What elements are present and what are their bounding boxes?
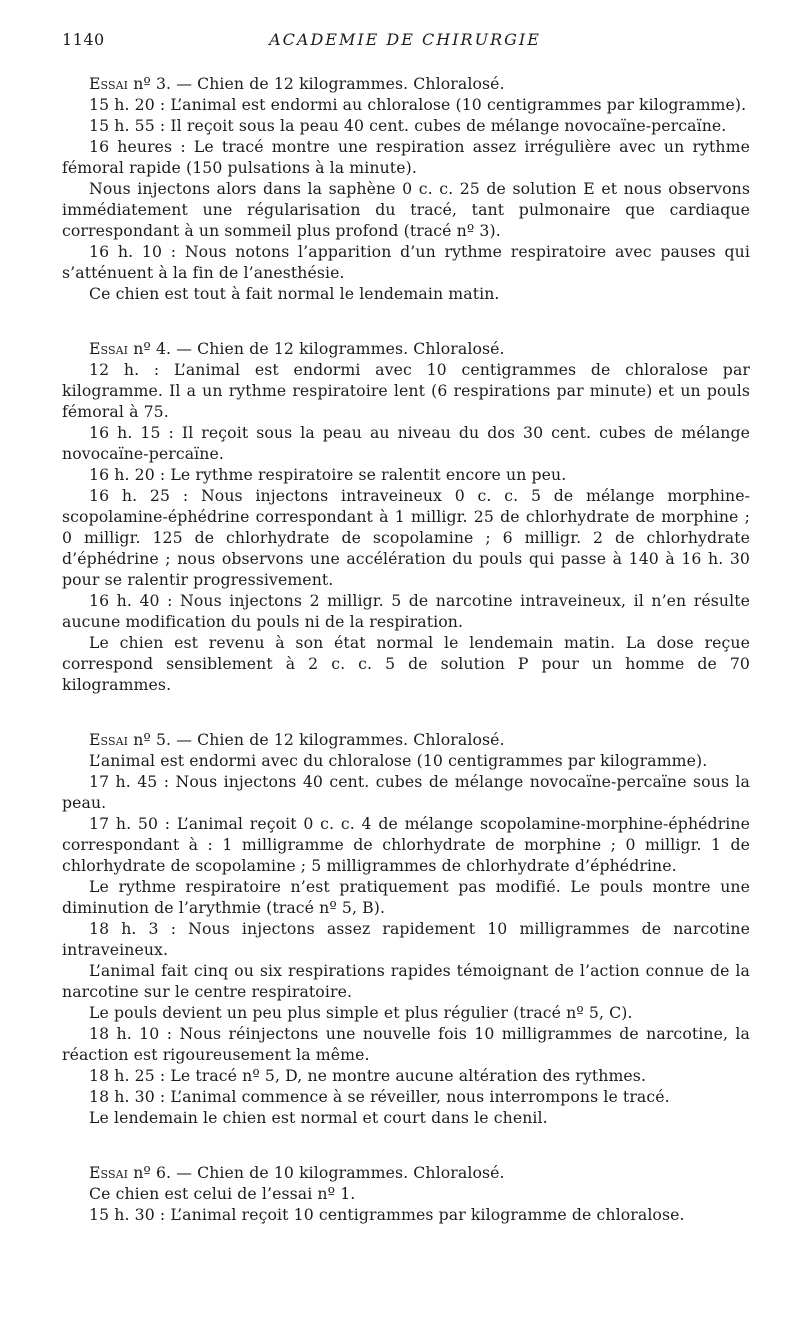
- essai-paragraph: L’animal est endormi avec du chloralose (10 centigrammes par kilogramme).: [89, 751, 708, 770]
- essai-section: [62, 73, 750, 304]
- essai-paragraph: Le rythme respiratoire n’est pratiquement pas modifié. Le pouls montre une diminution de l’arythmie (tracé nº 5, B).: [62, 877, 750, 917]
- essai-heading: [62, 338, 750, 359]
- essai-paragraph: Ce chien est celui de l’essai nº 1.: [89, 1184, 356, 1203]
- essai-heading: [62, 73, 750, 94]
- essai-paragraph: 12 h. : L’animal est endormi avec 10 centigrammes de chloralose par kilogramme. Il a un rythme respiratoire lent (6 respirations par minute) et un pouls fémoral à 75.: [62, 360, 750, 421]
- essai-label: Essai: [89, 730, 129, 749]
- article-body: [62, 73, 750, 1259]
- essai-paragraph: 15 h. 55 : Il reçoit sous la peau 40 cent. cubes de mélange novocaïne-percaïne.: [89, 116, 727, 135]
- essai-label: Essai: [89, 339, 129, 358]
- essai-paragraph: Le lendemain le chien est normal et court dans le chenil.: [89, 1108, 548, 1127]
- essai-paragraph: L’animal fait cinq ou six respirations rapides témoignant de l’action connue de la narcotine sur le centre respiratoire.: [62, 961, 750, 1001]
- essai-heading: [62, 729, 750, 750]
- journal-title: ACADEMIE DE CHIRURGIE: [269, 30, 541, 49]
- essai-paragraph: 18 h. 25 : Le tracé nº 5, D, ne montre aucune altération des rythmes.: [89, 1066, 647, 1085]
- essai-paragraph: 18 h. 3 : Nous injectons assez rapidement 10 milligrammes de narcotine intraveineux.: [62, 919, 750, 959]
- essai-heading-text: nº 4. — Chien de 12 kilogrammes. Chloralosé.: [128, 339, 505, 358]
- essai-paragraph: 16 h. 20 : Le rythme respiratoire se ralentit encore un peu.: [89, 465, 567, 484]
- essai-heading-text: nº 3. — Chien de 12 kilogrammes. Chloralosé.: [128, 74, 505, 93]
- essai-paragraph: 16 heures : Le tracé montre une respiration assez irrégulière avec un rythme fémoral rapide (150 pulsations à la minute).: [62, 137, 750, 177]
- essai-section: [62, 1162, 750, 1225]
- essai-paragraph: 17 h. 50 : L’animal reçoit 0 c. c. 4 de mélange scopolamine-morphine-éphédrine correspondant à : 1 milligramme de chlorhydrate de morphine ; 0 milligr. 1 de chlorhydrate de scopolamine ; 5 milligrammes de chlorhydrate d’éphédrine.: [62, 814, 750, 875]
- essai-paragraph: 16 h. 10 : Nous notons l’apparition d’un rythme respiratoire avec pauses qui s’atténuent à la fin de l’anesthésie.: [62, 242, 750, 282]
- essai-paragraph: 16 h. 25 : Nous injectons intraveineux 0 c. c. 5 de mélange morphine-scopolamine-éphédrine correspondant à 1 milligr. 25 de chlorhydrate de morphine ; 0 milligr. 125 de chlorhydrate de scopolamine ; 6 milligr. 2 de chlorhydrate d’éphédrine ; nous observons une accélération du pouls qui passe à 140 à 16 h. 30 pour se ralentir progressivement.: [62, 486, 750, 589]
- essai-paragraph: 15 h. 30 : L’animal reçoit 10 centigrammes par kilogramme de chloralose.: [89, 1205, 685, 1224]
- essai-paragraph: Le pouls devient un peu plus simple et plus régulier (tracé nº 5, C).: [89, 1003, 633, 1022]
- page-number: 1140: [62, 30, 105, 49]
- essai-label: Essai: [89, 74, 129, 93]
- essai-paragraph: Ce chien est tout à fait normal le lendemain matin.: [89, 284, 500, 303]
- essai-section: [62, 729, 750, 1128]
- essai-heading: [62, 1162, 750, 1183]
- essai-paragraph: 16 h. 15 : Il reçoit sous la peau au niveau du dos 30 cent. cubes de mélange novocaïne-percaïne.: [62, 423, 750, 463]
- essai-paragraph: 16 h. 40 : Nous injectons 2 milligr. 5 de narcotine intraveineux, il n’en résulte aucune modification du pouls ni de la respiration.: [62, 591, 750, 631]
- essai-paragraph: Le chien est revenu à son état normal le lendemain matin. La dose reçue correspond sensiblement à 2 c. c. 5 de solution P pour un homme de 70 kilogrammes.: [62, 633, 750, 694]
- essai-paragraph: 18 h. 30 : L’animal commence à se réveiller, nous interrompons le tracé.: [89, 1087, 670, 1106]
- essai-heading-text: nº 5. — Chien de 12 kilogrammes. Chloralosé.: [128, 730, 505, 749]
- running-header: [62, 30, 748, 54]
- essai-paragraph: 15 h. 20 : L’animal est endormi au chloralose (10 centigrammes par kilogramme).: [89, 95, 747, 114]
- essai-paragraph: 18 h. 10 : Nous réinjectons une nouvelle fois 10 milligrammes de narcotine, la réaction est rigoureusement la même.: [62, 1024, 750, 1064]
- essai-section: [62, 338, 750, 695]
- essai-paragraph: Nous injectons alors dans la saphène 0 c. c. 25 de solution E et nous observons immédiatement une régularisation du tracé, tant pulmonaire que cardiaque correspondant à un sommeil plus profond (tracé nº 3).: [62, 179, 750, 240]
- essai-paragraph: 17 h. 45 : Nous injectons 40 cent. cubes de mélange novocaïne-percaïne sous la peau.: [62, 772, 750, 812]
- essai-label: Essai: [89, 1163, 129, 1182]
- essai-heading-text: nº 6. — Chien de 10 kilogrammes. Chloralosé.: [128, 1163, 505, 1182]
